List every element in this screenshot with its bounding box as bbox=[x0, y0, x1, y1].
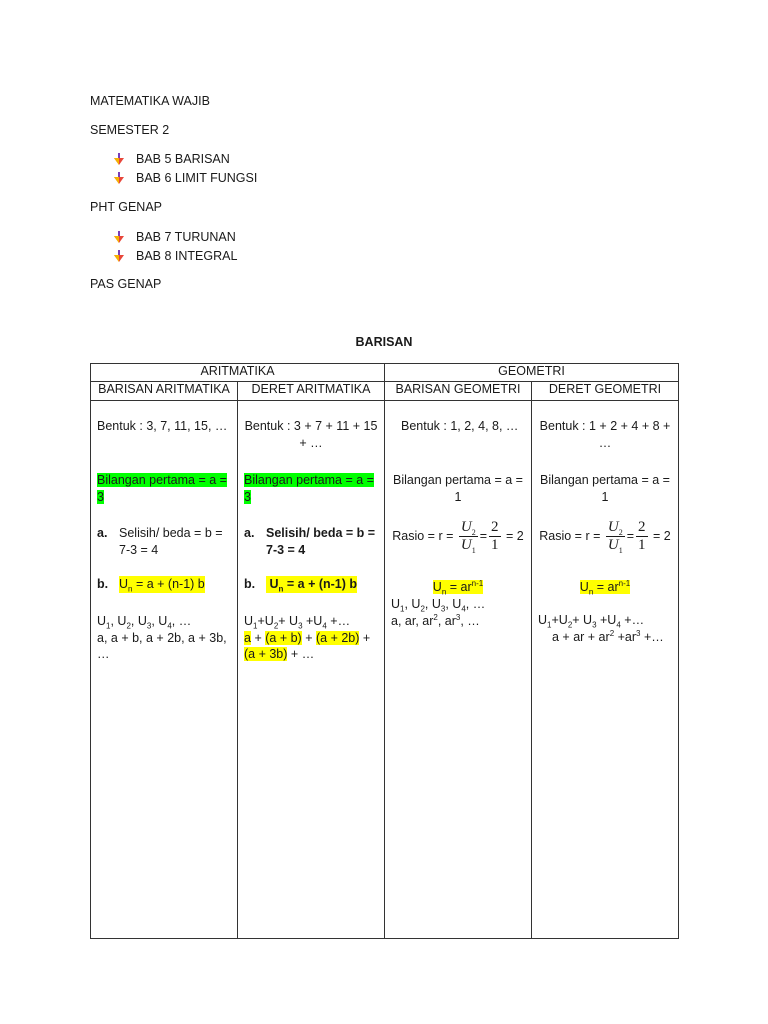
bentuk-line2: … bbox=[598, 435, 612, 450]
terms-line2: a, a + b, a + 2b, a + 3b, bbox=[97, 630, 227, 645]
formula-exponent: n-1 bbox=[471, 578, 484, 588]
item-b bbox=[97, 576, 231, 593]
terms-ellipsis: … bbox=[178, 614, 192, 628]
formula bbox=[391, 579, 525, 596]
cell-barisan-geometri bbox=[385, 401, 532, 939]
cell-barisan-aritmatika bbox=[91, 401, 238, 939]
terms-text: , … bbox=[460, 613, 480, 628]
list-item-label: BAB 6 LIMIT FUNGSI bbox=[136, 170, 258, 185]
rasio: Rasio = r = $\frac{U_2}{U_1}$ = $\frac{2}{1}$ = 2 bbox=[392, 519, 524, 555]
rasio: Rasio = r = $\frac{U_2}{U_1}$ = $\frac{2}{1}$ = 2 bbox=[539, 519, 671, 555]
sum-text: +… bbox=[643, 629, 664, 644]
first-term-line1: Bilangan pertama = a = bbox=[393, 473, 523, 487]
first-term-line1: Bilangan pertama = a = bbox=[97, 473, 227, 487]
column-header: BARISAN ARITMATIKA bbox=[91, 382, 238, 401]
bentuk-line2: + … bbox=[299, 435, 323, 450]
sum-terms bbox=[538, 612, 672, 645]
first-term-line2: 1 bbox=[601, 489, 609, 504]
list-item-label: BAB 7 TURUNAN bbox=[136, 230, 236, 245]
arrow-down-icon bbox=[114, 172, 124, 184]
first-term bbox=[538, 472, 672, 505]
column-header: BARISAN GEOMETRI bbox=[385, 382, 532, 401]
item-text: Selisih/ beda = b = bbox=[119, 526, 223, 540]
sum-line2: a + ar + $ar^2 +ar^3$ +… bbox=[552, 628, 664, 644]
item-a bbox=[244, 525, 378, 558]
first-term-line2: 1 bbox=[454, 489, 462, 504]
item-b bbox=[244, 576, 378, 593]
column-header: DERET GEOMETRI bbox=[532, 382, 679, 401]
fraction-u2-u1: $\frac{U_2}{U_1}$ bbox=[607, 519, 623, 555]
terms-line1: $U_1$, $U_2$, $U_3$, $U_4$, … bbox=[97, 614, 192, 631]
bentuk-text bbox=[244, 418, 378, 451]
formula-text: a + (n-1) b bbox=[297, 577, 358, 591]
plus-sign: + bbox=[254, 630, 262, 645]
group-header-aritmatika: ARITMATIKA bbox=[91, 364, 385, 382]
sum-part: (a + b) bbox=[265, 630, 302, 645]
first-term-line1: Bilangan pertama = a = bbox=[244, 473, 374, 487]
column-header: DERET ARITMATIKA bbox=[238, 382, 385, 401]
first-term-line1: Bilangan pertama = a = bbox=[540, 473, 670, 487]
terms bbox=[97, 613, 231, 663]
terms-line1: $U_1$, $U_2$, $U_3$, $U_4$, … bbox=[391, 597, 486, 614]
list-item-label: BAB 8 INTEGRAL bbox=[136, 248, 238, 263]
fraction-u2-u1: $\frac{U_2}{U_1}$ bbox=[460, 519, 476, 555]
formula-text: ar bbox=[607, 580, 619, 594]
sum-tail: + … bbox=[290, 647, 315, 661]
formula-text: a + (n-1) b bbox=[146, 577, 205, 591]
bentuk-line1: Bentuk : 1 + 2 + 4 + 8 + bbox=[539, 419, 671, 433]
sum-line1: $U_1+U_2+ U_3 +U_4$ +… bbox=[538, 613, 645, 630]
terms-text: , ar bbox=[437, 613, 456, 628]
item-a bbox=[97, 525, 231, 558]
terms-line2: a, ar, $ar^2$, $ar^3$, … bbox=[391, 612, 480, 628]
fraction-den: 1 bbox=[638, 537, 646, 553]
terms-ellipsis: … bbox=[472, 597, 486, 611]
arrow-down-icon bbox=[114, 231, 124, 243]
terms-line3: … bbox=[97, 647, 110, 661]
cell-deret-aritmatika bbox=[238, 401, 385, 939]
item-text: 7-3 = 4 bbox=[266, 542, 306, 557]
cell-deret-geometri bbox=[532, 401, 679, 939]
bentuk-line1: Bentuk : 3 + 7 + 11 + 15 bbox=[244, 419, 378, 433]
fraction-den: 1 bbox=[491, 537, 499, 553]
barisan-table bbox=[90, 363, 679, 939]
arrow-down-icon bbox=[114, 153, 124, 165]
list-item bbox=[114, 150, 257, 169]
sum-part: (a + 2b) bbox=[316, 630, 360, 645]
plus-sign: + bbox=[305, 630, 313, 645]
arrow-down-icon bbox=[114, 250, 124, 262]
formula-un: $U_n = a + (n-1)$ b bbox=[266, 577, 358, 594]
first-term bbox=[97, 472, 231, 505]
sum-part: (a + 3b) bbox=[244, 647, 288, 661]
formula bbox=[538, 579, 672, 596]
heading-pht: PHT GENAP bbox=[90, 200, 163, 214]
sum-terms bbox=[244, 613, 378, 663]
rasio-result: = 2 bbox=[506, 528, 524, 543]
list-item bbox=[114, 169, 257, 188]
rasio-result: = 2 bbox=[653, 528, 671, 543]
chapter-list-1 bbox=[114, 150, 257, 187]
fraction-2-1 bbox=[489, 519, 501, 554]
list-item bbox=[114, 228, 237, 247]
item-text: 7-3 = 4 bbox=[119, 542, 159, 557]
terms-text: a, ar, ar bbox=[391, 613, 434, 628]
heading-subject: MATEMATIKA WAJIB bbox=[90, 94, 210, 108]
list-item-label: BAB 5 BARISAN bbox=[136, 152, 230, 167]
rasio-label: Rasio = r = bbox=[392, 528, 454, 543]
bentuk-text: Bentuk : 3, 7, 11, 15, … bbox=[97, 419, 228, 433]
sum-text: a + ar + ar bbox=[552, 629, 610, 644]
formula-un: $U_n = ar^{n-1}$ bbox=[432, 578, 484, 597]
formula-un: $U_n = ar^{n-1}$ bbox=[579, 578, 631, 597]
group-header-geometri: GEOMETRI bbox=[385, 364, 679, 382]
item-text: Selisih/ beda = b = bbox=[266, 526, 376, 540]
chapter-list-2 bbox=[114, 228, 237, 265]
item-label: b. bbox=[244, 577, 256, 591]
first-term-line2: 3 bbox=[97, 489, 104, 504]
sum-part: a bbox=[244, 630, 251, 645]
item-label: a. bbox=[244, 526, 255, 540]
fraction-num: 2 bbox=[638, 519, 646, 535]
formula-un: $U_n = a + (n-1)$ b bbox=[119, 577, 205, 594]
formula-text: ar bbox=[460, 580, 472, 594]
first-term bbox=[244, 472, 378, 505]
heading-pas: PAS GENAP bbox=[90, 277, 162, 291]
sum-ellipsis: +… bbox=[330, 614, 351, 628]
formula-exponent: n-1 bbox=[618, 578, 631, 588]
item-label: a. bbox=[97, 526, 108, 540]
fraction-2-1 bbox=[636, 519, 648, 554]
plus-sign: + bbox=[362, 630, 371, 645]
page-title: BARISAN bbox=[355, 335, 413, 349]
first-term bbox=[391, 472, 525, 505]
fraction-num: 2 bbox=[491, 519, 499, 535]
sum-line1: $U_1+U_2+ U_3 +U_4$ +… bbox=[244, 614, 351, 631]
heading-semester: SEMESTER 2 bbox=[90, 123, 170, 137]
bentuk-text: Bentuk : 1, 2, 4, 8, … bbox=[401, 419, 519, 433]
list-item bbox=[114, 247, 237, 266]
bentuk-text bbox=[538, 418, 672, 451]
first-term-line2: 3 bbox=[244, 489, 251, 504]
sum-text: +ar bbox=[617, 629, 637, 644]
item-label: b. bbox=[97, 577, 109, 591]
terms bbox=[391, 596, 525, 629]
sum-ellipsis: +… bbox=[624, 613, 645, 627]
rasio-label: Rasio = r = bbox=[539, 528, 601, 543]
